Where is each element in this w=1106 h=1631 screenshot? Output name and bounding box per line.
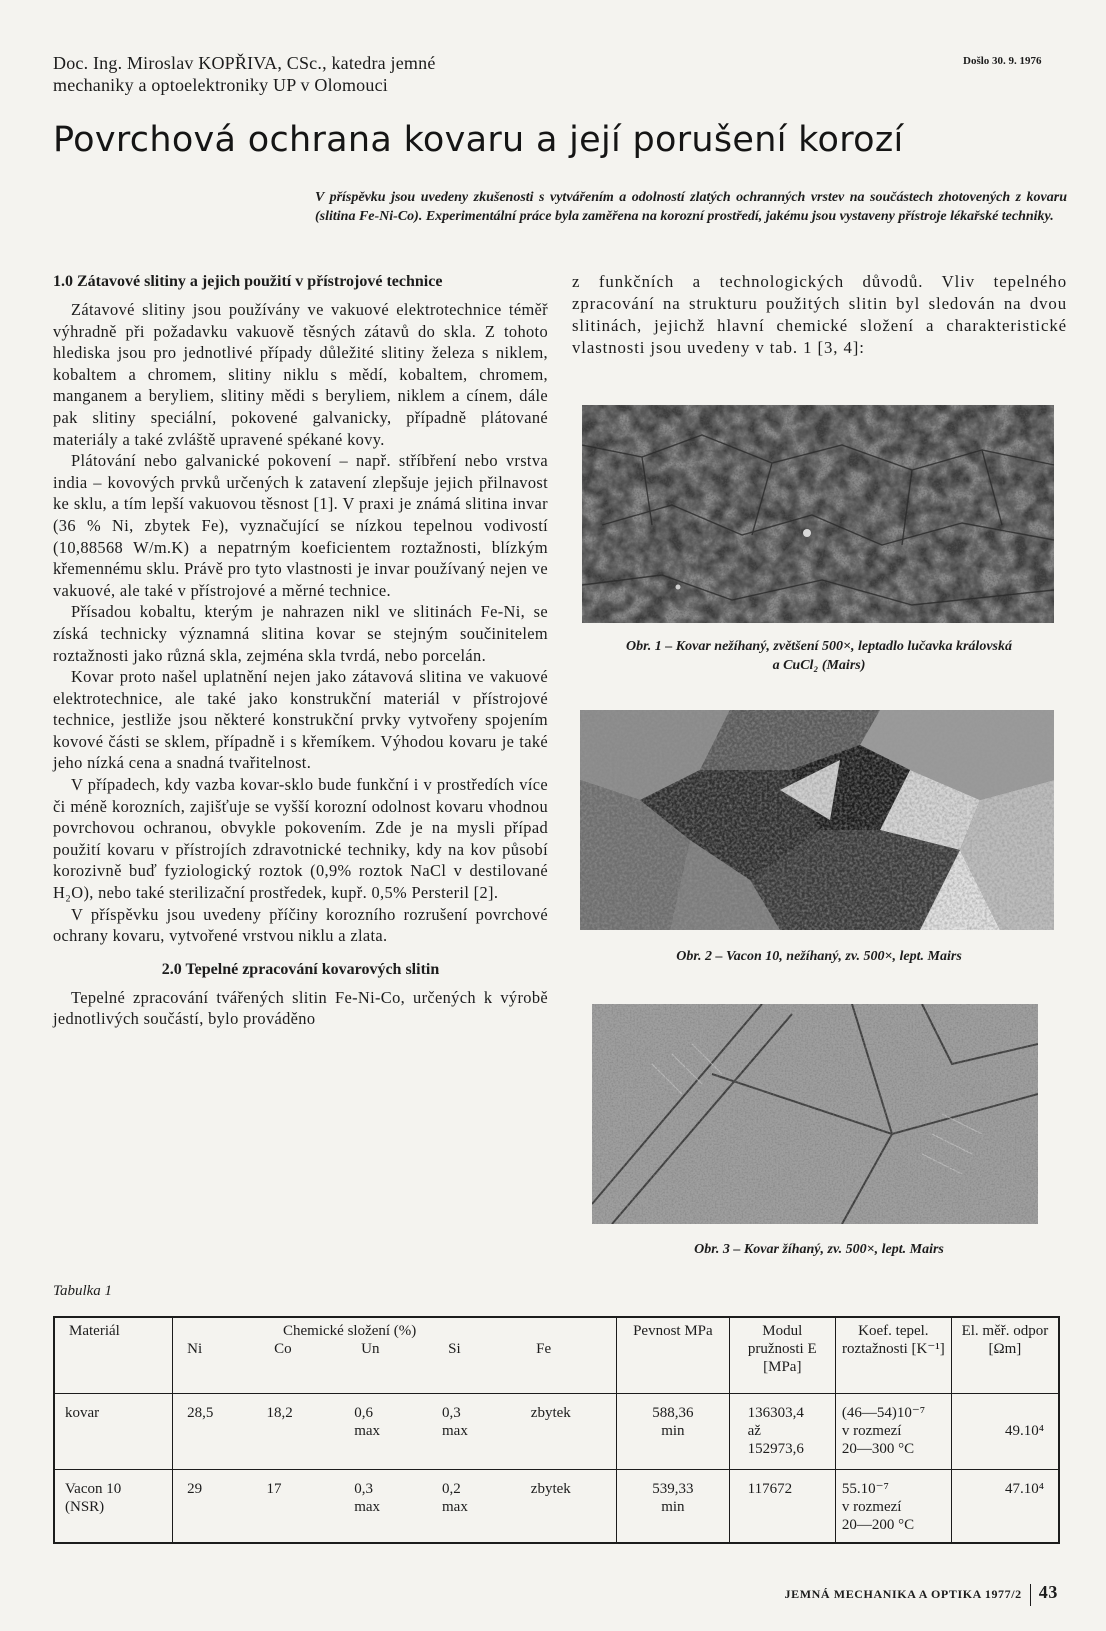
cell-mn: 0,6 max bbox=[348, 1393, 436, 1469]
cell-expansion: 55.10⁻⁷ v rozmezí 20—200 °C bbox=[835, 1469, 951, 1543]
col-header-si: Si bbox=[448, 1341, 461, 1357]
paragraph: V případech, kdy vazba kovar-sklo bude funkční i v prostředích více či méně korozních, zajišťuje se vyšší korozní odolnost kovaru vhodnou povrchovou ochranou, obvykle pokovením. Zde je na mysli případ použití kovaru v přístrojích zdravotnické techniky, kdy na kov působí korozivně buď fyziologický roztok (0,9% roztok NaCl v destilované H₂O), nebo také sterilizační prostředek, kupř. 0,5% Persteril [2]. bbox=[53, 775, 548, 903]
journal-name: JEMNÁ MECHANIKA A OPTIKA 1977/2 bbox=[784, 1587, 1022, 1601]
cell-resistivity: 49.10⁴ bbox=[951, 1393, 1059, 1469]
author-line-2: mechaniky a optoelektroniky UP v Olomouci bbox=[53, 75, 388, 95]
paragraph: V příspěvku jsou uvedeny příčiny korozního rozrušení povrchové ochrany kovaru, vytvořené vrstvou niklu a zlata. bbox=[53, 904, 548, 946]
table-row bbox=[54, 1469, 1059, 1543]
received-date: Došlo 30. 9. 1976 bbox=[963, 55, 1042, 67]
col-header-strength: Pevnost MPa bbox=[617, 1317, 729, 1393]
micrograph-figure-1 bbox=[582, 405, 1054, 623]
article-title: Povrchová ochrana kovaru a její porušení korozí bbox=[53, 120, 904, 160]
micrograph-2-image bbox=[580, 710, 1054, 930]
cell-modulus: 136303,4 až 152973,6 bbox=[729, 1393, 835, 1469]
col-header-mn: Un bbox=[361, 1341, 380, 1357]
cell-fe: zbytek bbox=[525, 1469, 617, 1543]
figure-2-caption-line-1: Obr. 2 – Vacon 10, nežíhaný, zv. 500×, lept. Mairs bbox=[676, 949, 962, 964]
cell-material: Vacon 10 (NSR) bbox=[54, 1469, 173, 1543]
col-header-material: Materiál bbox=[69, 1323, 120, 1339]
micrograph-3-image bbox=[592, 1004, 1038, 1224]
paragraph: Přísadou kobaltu, kterým je nahrazen nikl ve slitinách Fe-Ni, se získá technicky významná slitina kovar se stejným součinitelem roztažnosti jako různá skla, zejména skla tvrdá, nebo porcelán. bbox=[53, 602, 548, 665]
cell-co: 18,2 bbox=[260, 1393, 348, 1469]
cell-material: kovar bbox=[54, 1393, 173, 1469]
micrograph-figure-3 bbox=[592, 1004, 1038, 1224]
paragraph: z funkčních a technologických důvodů. Vliv tepelného zpracování na strukturu použitých slitin byl sledován na dvou slitinách, jejichž hlavní chemické složení a charakteristické vlastnosti jsou uvedeny v tab. 1 [3, 4]: bbox=[572, 272, 1067, 357]
properties-table bbox=[53, 1316, 1060, 1544]
section-2-heading: 2.0 Tepelné zpracování kovarových slitin bbox=[161, 960, 440, 978]
page-footer bbox=[785, 1582, 1059, 1606]
figure-1-caption bbox=[562, 637, 1076, 675]
paragraph: Kovar proto našel uplatnění nejen jako zátavová slitina ve vakuové elektrotechnice, ale také jako konstrukční materiál v přístrojové technice, jestliže jsou některé konstrukční prvky vytvořeny spojením kovové části se sklem, případně i s křemíkem. Výhodou kovaru je také jeho nízká cena a snadná tvařitelnost. bbox=[53, 667, 548, 773]
col-header-expansion: Koef. tepel. roztažnosti [K⁻¹] bbox=[835, 1317, 951, 1393]
footer-divider bbox=[1030, 1584, 1031, 1606]
page-number: 43 bbox=[1038, 1582, 1058, 1602]
right-column bbox=[572, 271, 1067, 359]
figure-3-caption bbox=[562, 1240, 1076, 1259]
section-1-heading: 1.0 Zátavové slitiny a jejich použití v přístrojové technice bbox=[53, 273, 443, 290]
cell-strength: 539,33 min bbox=[617, 1469, 729, 1543]
col-header-modulus: Modul pružnosti E [MPa] bbox=[729, 1317, 835, 1393]
cell-resistivity: 47.10⁴ bbox=[951, 1469, 1059, 1543]
cell-expansion: (46—54)10⁻⁷ v rozmezí 20—300 °C bbox=[835, 1393, 951, 1469]
col-header-fe: Fe bbox=[536, 1341, 552, 1357]
cell-strength: 588,36 min bbox=[617, 1393, 729, 1469]
table-header-row bbox=[54, 1317, 1059, 1393]
cell-modulus: 117672 bbox=[729, 1469, 835, 1543]
col-header-resistivity: El. měř. odpor [Ωm] bbox=[951, 1317, 1059, 1393]
table-label: Tabulka 1 bbox=[53, 1283, 113, 1299]
author-affiliation bbox=[53, 52, 573, 96]
cell-ni: 28,5 bbox=[173, 1393, 261, 1469]
cell-fe: zbytek bbox=[525, 1393, 617, 1469]
chemical-group-label: Chemické složení (%) bbox=[283, 1323, 417, 1339]
figure-1-caption-line-1: Obr. 1 – Kovar nežíhaný, zvětšení 500×, leptadlo lučavka královská bbox=[626, 639, 1012, 654]
cell-ni: 29 bbox=[173, 1469, 261, 1543]
col-header-chemical bbox=[173, 1317, 617, 1393]
figure-1-caption-line-2: a CuCl₂ (Mairs) bbox=[772, 658, 866, 673]
paragraph: Plátování nebo galvanické pokovení – např. stříbření nebo vrstva india – kovových prvků určených k zatavení zlepšuje jejich přilnavost ke sklu, a tím lepší vakuovou těsnost [1]. V praxi je známá slitina invar (36 % Ni, zbytek Fe), vyznačující se nízkou tepelnou vodivostí (10,88568 W/m.K) a nepatrným koeficientem roztažnosti, blízkým křemennému sklu. Právě pro tyto vlastnosti je invar používaný nejen ve vakuové, ale také v přístrojové a měrné technice. bbox=[53, 451, 548, 600]
micrograph-figure-2 bbox=[580, 710, 1054, 930]
micrograph-1-image bbox=[582, 405, 1054, 623]
cell-si: 0,3 max bbox=[436, 1393, 525, 1469]
cell-si: 0,2 max bbox=[436, 1469, 525, 1543]
cell-co: 17 bbox=[260, 1469, 348, 1543]
abstract: V příspěvku jsou uvedeny zkušenosti s vytvářením a odolností zlatých ochranných vrstev na součástech zhotovených z kovaru (slitina Fe-Ni-Co). Experimentální práce byla zaměřena na korozní prostředí, jakému jsou vystaveny přístroje lékařské techniky. bbox=[315, 190, 1067, 224]
paragraph: Zátavové slitiny jsou používány ve vakuové elektrotechnice téměř výhradně při požadavku vakuově těsných zátavů do skla. Z tohoto hlediska jsou pro jednotlivé případy důležité slitiny železa s niklem, kobaltem a chromem, slitiny niklu s mědí, kobaltem, chromem, manganem a beryliem, slitiny mědi s beryliem, niklem a cínem, dále pak slitiny speciální, pokovené galvanicky, případně plátované materiály a také zvláště upravené spékané kovy. bbox=[53, 300, 548, 449]
col-header-ni: Ni bbox=[187, 1341, 203, 1357]
col-header-co: Co bbox=[274, 1341, 292, 1357]
cell-mn: 0,3 max bbox=[348, 1469, 436, 1543]
figure-2-caption bbox=[562, 947, 1076, 966]
author-line-1: Doc. Ing. Miroslav KOPŘIVA, CSc., katedra jemné bbox=[53, 53, 436, 73]
table-row bbox=[54, 1393, 1059, 1469]
left-column bbox=[53, 271, 548, 1030]
paragraph: Tepelné zpracování tvářených slitin Fe-Ni-Co, určených k výrobě jednotlivých součástí, bylo prováděno bbox=[53, 987, 548, 1029]
figure-3-caption-line-1: Obr. 3 – Kovar žíhaný, zv. 500×, lept. Mairs bbox=[694, 1242, 944, 1257]
